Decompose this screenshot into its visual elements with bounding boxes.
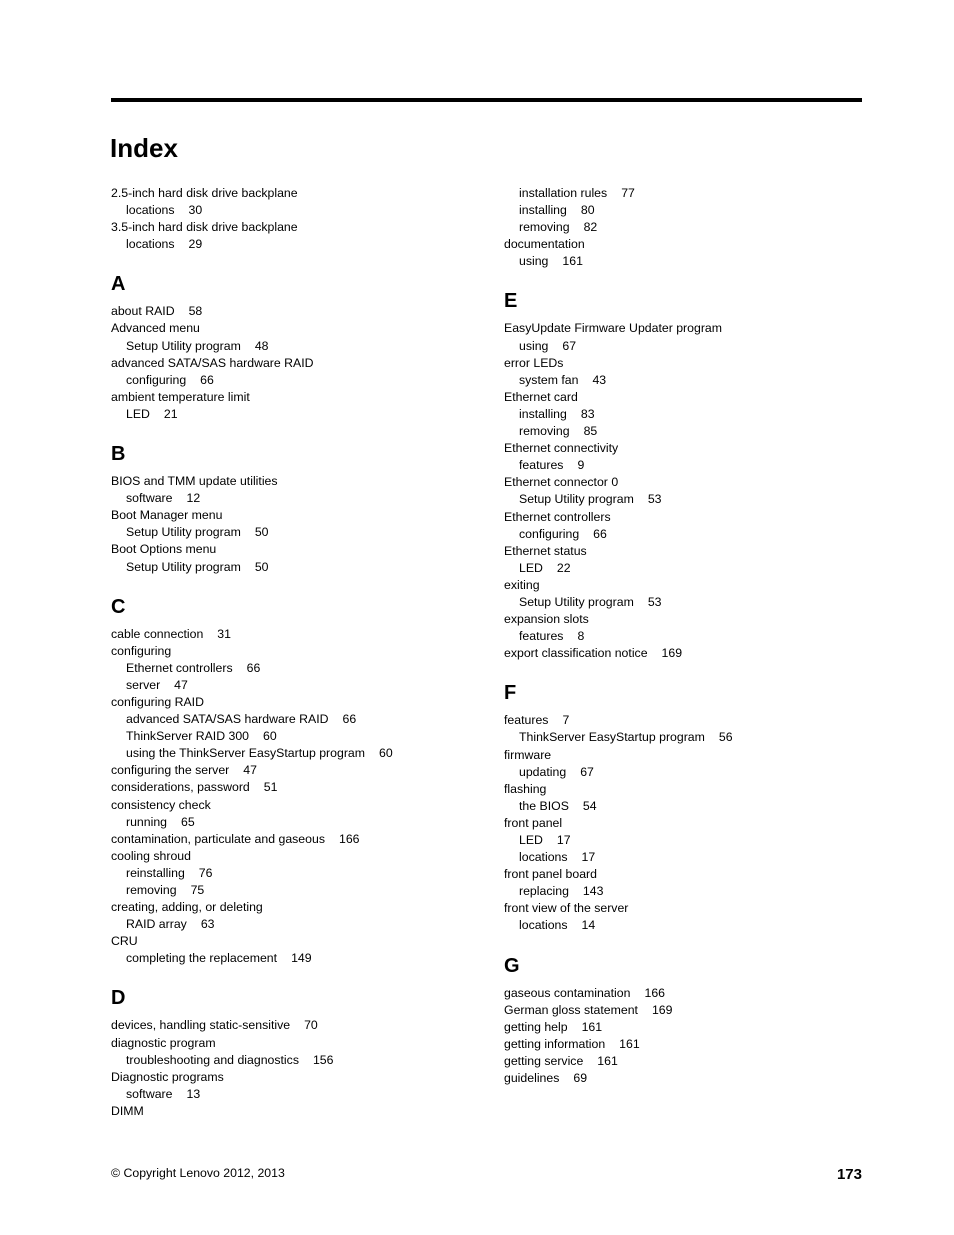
index-page-number: 13: [186, 1086, 201, 1101]
index-page-number: 166: [644, 985, 666, 1000]
section-letter-heading: C: [111, 595, 126, 618]
index-page-number: 50: [254, 559, 269, 574]
page-number: 173: [836, 1166, 862, 1183]
index-entry: [111, 185, 471, 202]
index-subentry: [504, 457, 864, 474]
index-term: configuring: [111, 643, 172, 658]
index-term: Ethernet controllers: [504, 509, 611, 524]
index-page-number: 75: [190, 883, 205, 897]
index-page-number: 169: [661, 646, 683, 661]
index-entry: [504, 389, 864, 406]
index-subentry: [111, 660, 471, 677]
index-term: expansion slots: [504, 612, 589, 627]
index-term: getting service: [504, 1053, 584, 1068]
index-subentry: [111, 406, 471, 423]
index-term: front panel board: [504, 867, 597, 882]
index-page-number: 85: [583, 424, 598, 439]
index-term: software: [126, 491, 173, 506]
index-term: server: [126, 677, 161, 692]
index-page-number: 80: [580, 203, 595, 218]
index-subentry: [504, 185, 864, 202]
index-page-number: 58: [188, 304, 203, 319]
index-entry: [111, 848, 471, 865]
index-page-number: 156: [312, 1052, 334, 1067]
index-subentry: [504, 219, 864, 236]
index-page-number: 9: [577, 458, 585, 473]
index-subentry: [111, 202, 471, 219]
index-page-number: 17: [581, 850, 596, 865]
index-entry: [111, 933, 471, 950]
index-entry: [111, 762, 471, 779]
index-term: locations: [126, 237, 175, 252]
index-entry: [111, 899, 471, 916]
index-page-number: 50: [254, 525, 269, 540]
index-subentry: [504, 560, 864, 577]
index-term: ThinkServer EasyStartup program: [519, 730, 705, 745]
index-term: features: [519, 458, 564, 473]
index-entry: [504, 577, 864, 594]
index-subentry: [111, 677, 471, 694]
index-entry: [504, 1053, 864, 1070]
index-term: locations: [519, 918, 568, 933]
index-subentry: [504, 628, 864, 645]
index-subentry: [111, 1086, 471, 1103]
index-page-number: 29: [188, 237, 203, 252]
index-term: getting information: [504, 1036, 606, 1051]
index-subentry: [504, 338, 864, 355]
index-page-number: 65: [181, 814, 195, 829]
index-term: Ethernet card: [504, 389, 578, 404]
index-page-number: 60: [379, 746, 393, 761]
index-page-number: 53: [647, 594, 662, 609]
section-letter-heading: G: [504, 954, 520, 977]
index-page-number: 166: [338, 831, 360, 846]
index-term: firmware: [504, 747, 552, 762]
section-letter-heading: A: [111, 273, 126, 296]
index-term: locations: [126, 203, 175, 218]
index-entry: [111, 355, 471, 372]
index-term: using: [519, 254, 549, 269]
index-page-number: 161: [619, 1036, 640, 1051]
index-page-number: 66: [342, 712, 357, 727]
index-entry: [111, 831, 471, 848]
index-term: reinstalling: [126, 865, 185, 880]
index-term: Setup Utility program: [126, 338, 241, 353]
index-term: installation rules: [519, 186, 608, 200]
index-page-number: 30: [188, 203, 203, 218]
copyright-notice: © Copyright Lenovo 2012, 2013: [111, 1166, 285, 1180]
index-page-number: 67: [562, 338, 577, 353]
index-term: Ethernet connectivity: [504, 441, 619, 456]
index-page-number: 47: [174, 677, 188, 692]
index-subentry: [504, 917, 864, 934]
index-page-number: 63: [200, 917, 215, 932]
index-entry: [111, 694, 471, 711]
index-term: troubleshooting and diagnostics: [126, 1052, 299, 1067]
section-letter-heading: B: [111, 443, 126, 466]
index-entry: [504, 1019, 864, 1036]
index-term: 2.5-inch hard disk drive backplane: [111, 186, 298, 200]
index-subentry: [111, 524, 471, 541]
index-page-number: 47: [243, 763, 257, 778]
index-term: consistency check: [111, 797, 211, 812]
index-term: devices, handling static-sensitive: [111, 1018, 291, 1033]
index-page-number: 66: [246, 660, 261, 675]
index-entry: [111, 643, 471, 660]
index-term: front panel: [504, 815, 563, 830]
index-page-number: 51: [263, 780, 278, 795]
index-subentry: [111, 916, 471, 933]
index-page-number: 83: [580, 406, 595, 421]
index-subentry: [111, 559, 471, 576]
index-term: getting help: [504, 1019, 568, 1034]
index-entry: [504, 509, 864, 526]
index-subentry: [111, 950, 471, 967]
index-entry: [504, 1070, 864, 1087]
index-term: Ethernet controllers: [126, 660, 233, 675]
index-subentry: [504, 883, 864, 900]
index-page-number: 21: [163, 406, 178, 421]
index-page-number: 66: [593, 526, 607, 541]
index-entry: [111, 797, 471, 814]
index-entry: [504, 712, 864, 729]
index-page-number: 60: [263, 729, 277, 744]
index-entry: [504, 900, 864, 917]
index-term: cable connection: [111, 626, 204, 641]
index-term: EasyUpdate Firmware Updater program: [504, 321, 723, 336]
index-subentry: [111, 745, 471, 762]
index-term: Boot Manager menu: [111, 508, 223, 523]
index-term: using: [519, 338, 549, 353]
section-letter-heading: F: [504, 682, 517, 705]
index-term: BIOS and TMM update utilities: [111, 474, 278, 489]
top-rule: [111, 98, 862, 102]
index-page-number: 77: [621, 186, 635, 200]
index-term: gaseous contamination: [504, 985, 631, 1000]
index-term: about RAID: [111, 304, 175, 319]
index-entry: [111, 219, 471, 236]
index-subentry: [111, 882, 471, 899]
index-term: advanced SATA/SAS hardware RAID: [111, 355, 314, 370]
index-entry: [504, 543, 864, 560]
index-entry: [504, 645, 864, 662]
index-term: removing: [519, 424, 570, 439]
section-letter-heading: D: [111, 987, 126, 1010]
index-subentry: [111, 711, 471, 728]
index-entry: [504, 866, 864, 883]
index-term: diagnostic program: [111, 1035, 216, 1050]
index-term: advanced SATA/SAS hardware RAID: [126, 712, 329, 727]
index-entry: [504, 474, 864, 491]
index-subentry: [111, 1052, 471, 1069]
index-page-number: 8: [577, 629, 585, 644]
index-term: LED: [126, 406, 150, 421]
index-entry: [111, 541, 471, 558]
index-term: installing: [519, 406, 567, 421]
index-term: Advanced menu: [111, 321, 200, 336]
index-term: configuring: [519, 526, 580, 541]
index-term: features: [519, 629, 564, 644]
index-term: locations: [519, 850, 568, 865]
index-entry: [504, 611, 864, 628]
index-page-number: 82: [583, 220, 598, 235]
index-page-number: 67: [580, 764, 594, 779]
index-term: front view of the server: [504, 901, 629, 916]
index-subentry: [504, 423, 864, 440]
index-entry: [504, 985, 864, 1002]
index-term: Setup Utility program: [519, 594, 634, 609]
index-term: removing: [519, 220, 570, 235]
index-subentry: [111, 372, 471, 389]
index-subentry: [111, 236, 471, 253]
index-page-number: 169: [651, 1002, 673, 1017]
index-page-number: 161: [562, 254, 583, 269]
index-page-number: 56: [718, 730, 733, 745]
index-term: installing: [519, 203, 567, 218]
index-term: running: [126, 814, 168, 829]
index-entry: [504, 236, 864, 253]
index-page-number: 12: [186, 491, 201, 506]
index-entry: [111, 1103, 471, 1120]
index-term: removing: [126, 883, 177, 897]
index-term: configuring: [126, 372, 187, 387]
index-term: ThinkServer RAID 300: [126, 729, 250, 744]
index-term: configuring RAID: [111, 694, 204, 709]
index-term: configuring the server: [111, 763, 230, 778]
index-term: DIMM: [111, 1103, 144, 1118]
index-term: replacing: [519, 884, 569, 899]
index-term: German gloss statement: [504, 1002, 638, 1017]
index-entry: [111, 389, 471, 406]
index-term: RAID array: [126, 917, 187, 932]
index-page-number: 143: [582, 884, 604, 899]
index-page-number: 14: [581, 918, 596, 933]
index-term: cooling shroud: [111, 848, 191, 863]
index-entry: [111, 1035, 471, 1052]
index-subentry: [111, 814, 471, 831]
index-page-number: 17: [556, 833, 571, 847]
index-term: using the ThinkServer EasyStartup program: [126, 746, 365, 761]
index-page-number: 66: [200, 372, 214, 387]
index-term: system fan: [519, 372, 579, 387]
index-entry: [504, 1036, 864, 1053]
index-entry: [111, 507, 471, 524]
index-entry: [111, 303, 471, 320]
index-subentry: [504, 253, 864, 270]
index-term: creating, adding, or deleting: [111, 900, 263, 915]
index-term: error LEDs: [504, 355, 564, 370]
index-term: LED: [519, 560, 543, 575]
index-term: Boot Options menu: [111, 542, 217, 557]
index-entry: [111, 1069, 471, 1086]
index-entry: [111, 473, 471, 490]
index-entry: [504, 440, 864, 457]
index-term: the BIOS: [519, 798, 569, 813]
index-subentry: [504, 764, 864, 781]
index-subentry: [111, 728, 471, 745]
index-term: Ethernet status: [504, 543, 587, 558]
index-page-number: 31: [217, 626, 231, 641]
index-term: CRU: [111, 934, 138, 949]
index-term: ambient temperature limit: [111, 389, 250, 404]
index-subentry: [504, 372, 864, 389]
index-page-number: 76: [198, 865, 213, 880]
index-term: completing the replacement: [126, 951, 278, 966]
index-subentry: [504, 798, 864, 815]
index-subentry: [504, 832, 864, 849]
index-term: software: [126, 1086, 173, 1101]
index-term: guidelines: [504, 1071, 560, 1086]
index-subentry: [504, 202, 864, 219]
index-subentry: [504, 406, 864, 423]
page-title: Index: [110, 133, 178, 163]
index-term: Setup Utility program: [126, 525, 241, 540]
index-term: Setup Utility program: [126, 559, 241, 574]
index-term: Setup Utility program: [519, 492, 634, 507]
section-letter-heading: E: [504, 290, 518, 313]
index-subentry: [504, 729, 864, 746]
index-page-number: 161: [597, 1053, 618, 1068]
index-subentry: [504, 594, 864, 611]
index-term: exiting: [504, 577, 540, 592]
index-page-number: 70: [304, 1018, 318, 1033]
index-subentry: [504, 849, 864, 866]
index-page-number: 7: [562, 713, 570, 728]
index-page-number: 53: [647, 492, 662, 507]
index-page-number: 69: [573, 1071, 588, 1086]
index-term: export classification notice: [504, 646, 648, 661]
index-term: Diagnostic programs: [111, 1069, 224, 1084]
index-term: updating: [519, 764, 567, 779]
index-term: 3.5-inch hard disk drive backplane: [111, 220, 298, 235]
index-entry: [504, 781, 864, 798]
index-subentry: [111, 865, 471, 882]
index-subentry: [111, 338, 471, 355]
index-term: LED: [519, 833, 543, 847]
index-page-number: 149: [291, 951, 312, 966]
index-term: features: [504, 713, 549, 728]
index-entry: [504, 747, 864, 764]
index-entry: [504, 320, 864, 337]
index-entry: [111, 626, 471, 643]
index-entry: [504, 355, 864, 372]
index-page-number: 54: [582, 798, 597, 813]
index-term: documentation: [504, 237, 585, 252]
index-entry: [111, 779, 471, 796]
index-page-number: 43: [592, 372, 607, 387]
index-subentry: [504, 526, 864, 543]
index-subentry: [504, 491, 864, 508]
index-entry: [111, 320, 471, 337]
index-entry: [111, 1017, 471, 1034]
index-term: considerations, password: [111, 780, 250, 795]
index-term: contamination, particulate and gaseous: [111, 831, 325, 846]
index-entry: [504, 1002, 864, 1019]
index-term: flashing: [504, 781, 547, 796]
index-column-left: [111, 185, 471, 1120]
index-page-number: 22: [556, 560, 571, 575]
index-term: Ethernet connector 0: [504, 475, 619, 490]
index-page-number: 48: [254, 338, 269, 353]
index-column-right: [504, 185, 864, 1087]
index-subentry: [111, 490, 471, 507]
index-entry: [504, 815, 864, 832]
index-page-number: 161: [581, 1019, 603, 1034]
